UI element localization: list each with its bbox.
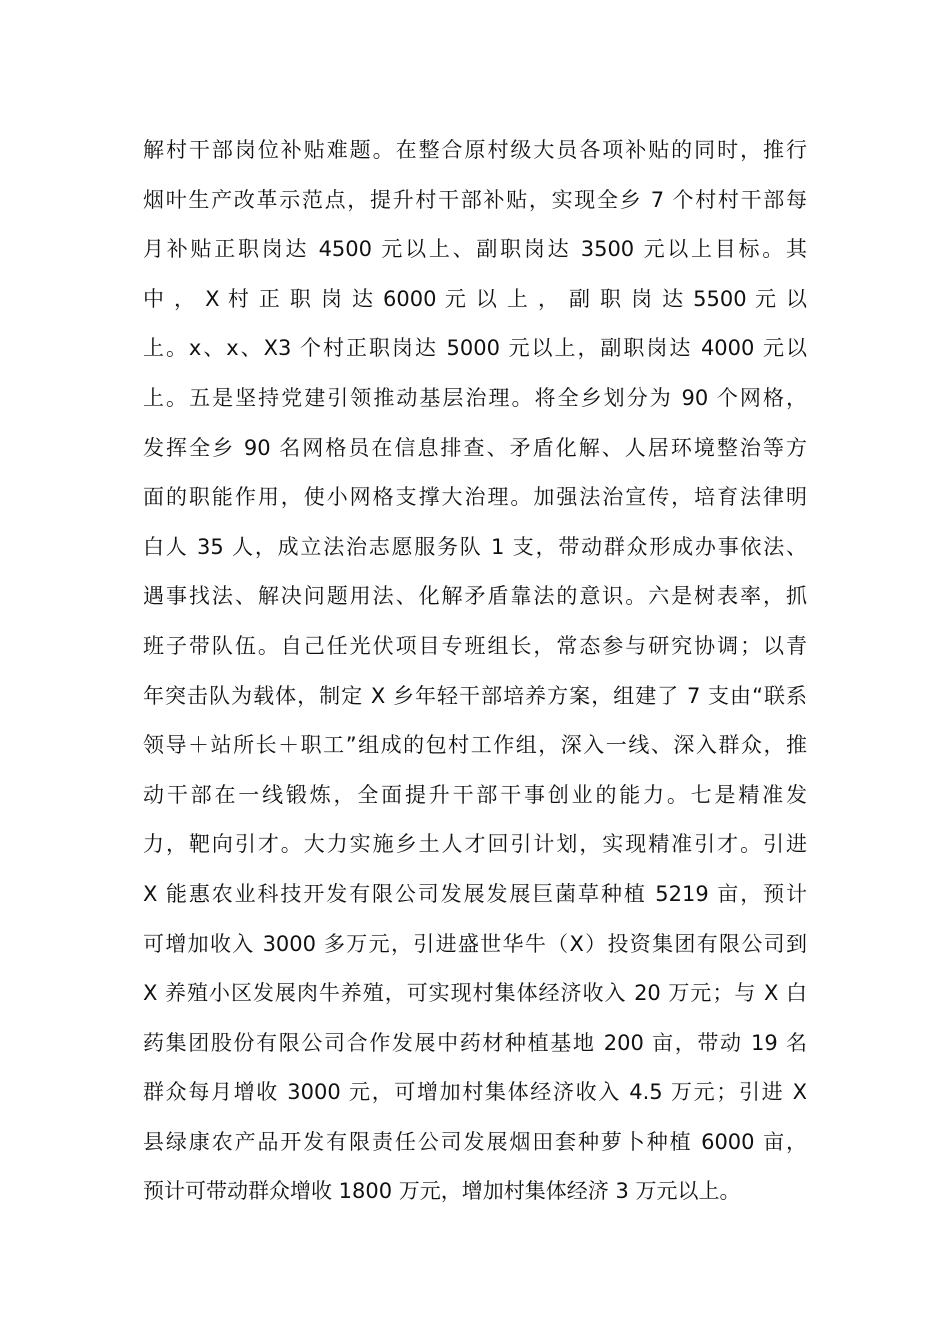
- text-line: X 养殖小区发展肉牛养殖，可实现村集体经济收入 20 万元；与 X 白: [143, 981, 807, 1006]
- text-line: 上。x、x、X3 个村正职岗达 5000 元以上，副职岗达 4000 元以: [143, 336, 807, 361]
- text-line: 中 ， X 村 正 职 岗 达 6000 元 以 上 ， 副 职 岗 达 5500 元 以: [143, 286, 807, 311]
- body-paragraph: [143, 126, 807, 1217]
- text-line: 白人 35 人，成立法治志愿服务队 1 支，带动群众形成办事依法、: [143, 534, 807, 559]
- text-line: 动干部在一线锻炼，全面提升干部干事创业的能力。七是精准发: [143, 782, 807, 807]
- text-line: 年突击队为载体，制定 X 乡年轻干部培养方案，组建了 7 支由“联系: [143, 683, 807, 708]
- text-line: 上。五是坚持党建引领推动基层治理。将全乡划分为 90 个网格，: [143, 385, 807, 410]
- text-line: 遇事找法、解决问题用法、化解矛盾靠法的意识。六是树表率，抓: [143, 584, 807, 609]
- text-line: 领导＋站所长＋职工”组成的包村工作组，深入一线、深入群众，推: [143, 733, 807, 758]
- text-line: 力，靶向引才。大力实施乡土人才回引计划，实现精准引才。引进: [143, 832, 807, 857]
- text-line: X 能惠农业科技开发有限公司发展发展巨菌草种植 5219 亩，预计: [143, 881, 807, 906]
- text-line: 发挥全乡 90 名网格员在信息排查、矛盾化解、人居环境整治等方: [143, 435, 807, 460]
- text-line: 可增加收入 3000 多万元，引进盛世华牛（X）投资集团有限公司到: [143, 931, 807, 956]
- text-line: 面的职能作用，使小网格支撑大治理。加强法治宣传，培育法律明: [143, 485, 807, 510]
- text-line: 解村干部岗位补贴难题。在整合原村级大员各项补贴的同时，推行: [143, 138, 807, 162]
- text-line: 药集团股份有限公司合作发展中药材种植基地 200 亩，带动 19 名: [143, 1030, 807, 1055]
- text-line: 县绿康农产品开发有限责任公司发展烟田套种萝卜种植 6000 亩，: [143, 1129, 807, 1154]
- text-line: 班子带队伍。自己任光伏项目专班组长，常态参与研究协调；以青: [143, 633, 807, 658]
- text-line: 烟叶生产改革示范点，提升村干部补贴，实现全乡 7 个村村干部每: [143, 187, 807, 212]
- text-line: 月补贴正职岗达 4500 元以上、副职岗达 3500 元以上目标。其: [143, 237, 807, 262]
- text-line: 预计可带动群众增收 1800 万元，增加村集体经济 3 万元以上。: [143, 1179, 741, 1204]
- text-line: 群众每月增收 3000 元，可增加村集体经济收入 4.5 万元；引进 X: [143, 1080, 807, 1105]
